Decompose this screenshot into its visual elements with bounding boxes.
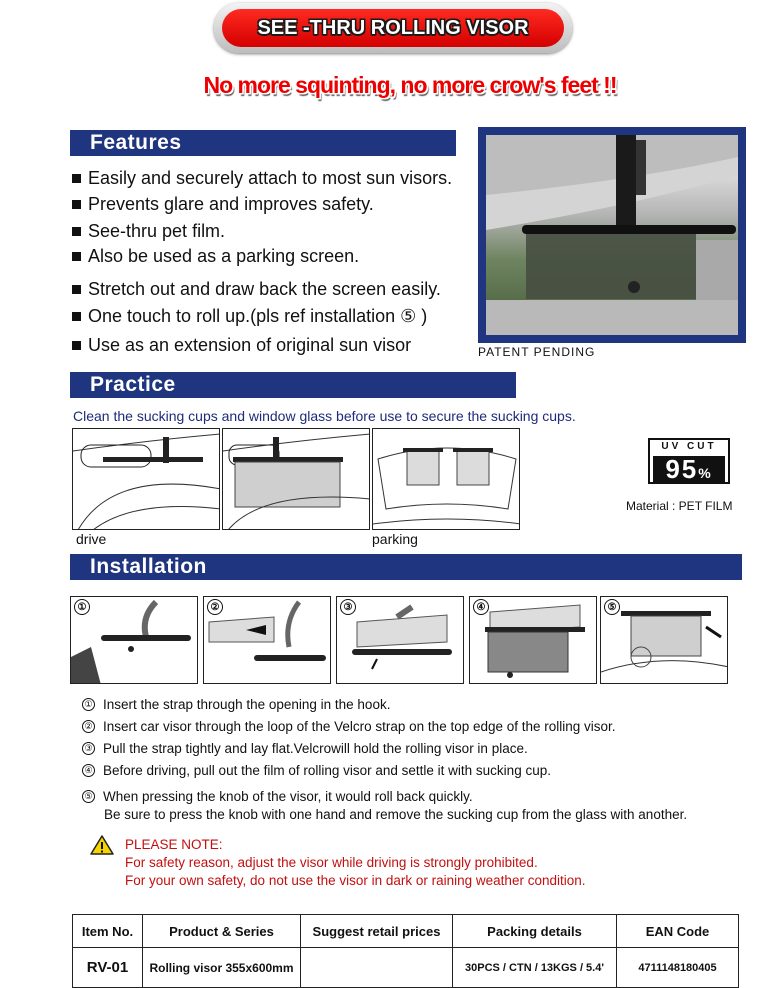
caption-drive: drive [76,531,107,547]
spec-table [72,914,739,988]
note-line: For safety reason, adjust the visor while driving is strongly prohibited. [125,855,538,870]
bullet-square-icon [72,200,81,209]
feature-item: Use as an extension of original sun visor [72,335,411,356]
practice-heading: Practice [70,372,520,398]
header-item-no: Item No. [73,915,143,948]
feature-item: One touch to roll up.(pls ref installation ⑤ ) [72,306,427,327]
features-heading: Features [70,130,460,156]
note-line: For your own safety, do not use the visor in dark or raining weather condition. [125,873,586,888]
parking-screen-drawing [373,429,520,530]
bullet-square-icon [72,227,81,236]
feature-item: Stretch out and draw back the screen easily. [72,279,441,300]
feature-item: Also be used as a parking screen. [72,246,359,267]
step-number-4: ④ [82,764,95,777]
step-marker-1: ① [74,599,90,615]
step-marker-5: ⑤ [604,599,620,615]
step-marker-3: ③ [340,599,356,615]
caption-parking: parking [372,531,418,547]
bullet-square-icon [72,312,81,321]
cell-item-no: RV-01 [73,948,143,988]
uv-cut-value: 95% [653,456,725,482]
install-step-5-continued: Be sure to press the knob with one hand and remove the sucking cup from the glass with another. [104,807,688,822]
uv-cut-label: UV CUT [661,441,717,452]
feature-item: See-thru pet film. [72,221,225,242]
step-number-5: ⑤ [82,790,95,803]
install-step-3: ③ Pull the strap tightly and lay flat.Velcrowill hold the rolling visor in place. [82,741,528,756]
note-title: PLEASE NOTE: [125,837,223,852]
bullet-square-icon [72,341,81,350]
title-banner-inner [222,9,564,47]
bullet-square-icon [72,285,81,294]
step-marker-2: ② [207,599,223,615]
product-photo-illustration [486,135,738,335]
drive-illustration-2 [222,428,370,530]
step-number-3: ③ [82,742,95,755]
cell-retail-price [301,948,453,988]
installation-heading: Installation [70,554,746,580]
title-banner [214,3,572,53]
warning-icon [90,835,114,855]
install-step-5-illustration [600,596,728,684]
drive-visor-extended-drawing [223,429,370,530]
patent-pending-label: PATENT PENDING [478,345,596,359]
header-retail-price: Suggest retail prices [301,915,453,948]
product-photo-frame [478,127,746,343]
install-step-5: ⑤ When pressing the knob of the visor, it would roll back quickly. [82,789,473,804]
cell-ean-code: 4711148180405 [617,948,739,988]
cell-packing-details: 30PCS / CTN / 13KGS / 5.4' [453,948,617,988]
table-row [73,948,739,988]
install-step-4-illustration [469,596,597,684]
product-photo [486,135,738,335]
install-step-2-drawing [204,597,331,684]
install-step-2-illustration [203,596,331,684]
install-step-3-illustration [336,596,464,684]
practice-note: Clean the sucking cups and window glass before use to secure the sucking cups. [73,408,576,424]
material-label: Material : PET FILM [626,499,733,513]
slogan: No more squinting, no more crow's feet !! [203,72,617,98]
page-title: SEE -THRU ROLLING VISOR [257,16,529,39]
install-step-3-drawing [337,597,464,684]
header-ean-code: EAN Code [617,915,739,948]
step-number-1: ① [82,698,95,711]
table-header-row [73,915,739,948]
install-step-4-drawing [470,597,597,684]
feature-item: Easily and securely attach to most sun visors. [72,168,452,189]
step-number-2: ② [82,720,95,733]
header-packing-details: Packing details [453,915,617,948]
install-step-1-drawing [71,597,198,684]
install-step-2: ② Insert car visor through the loop of the Velcro strap on the top edge of the rolling visor. [82,719,616,734]
parking-illustration [372,428,520,530]
bullet-square-icon [72,252,81,261]
drive-visor-drawing [73,429,220,530]
install-step-1-illustration [70,596,198,684]
install-step-4: ④ Before driving, pull out the film of rolling visor and settle it with sucking cup. [82,763,551,778]
step-marker-4: ④ [473,599,489,615]
uv-cut-badge [648,438,730,484]
cell-product-series: Rolling visor 355x600mm [143,948,301,988]
drive-illustration-1 [72,428,220,530]
install-step-5-drawing [601,597,728,684]
install-step-1: ① Insert the strap through the opening in the hook. [82,697,390,712]
feature-item: Prevents glare and improves safety. [72,194,374,215]
bullet-square-icon [72,174,81,183]
header-product-series: Product & Series [143,915,301,948]
